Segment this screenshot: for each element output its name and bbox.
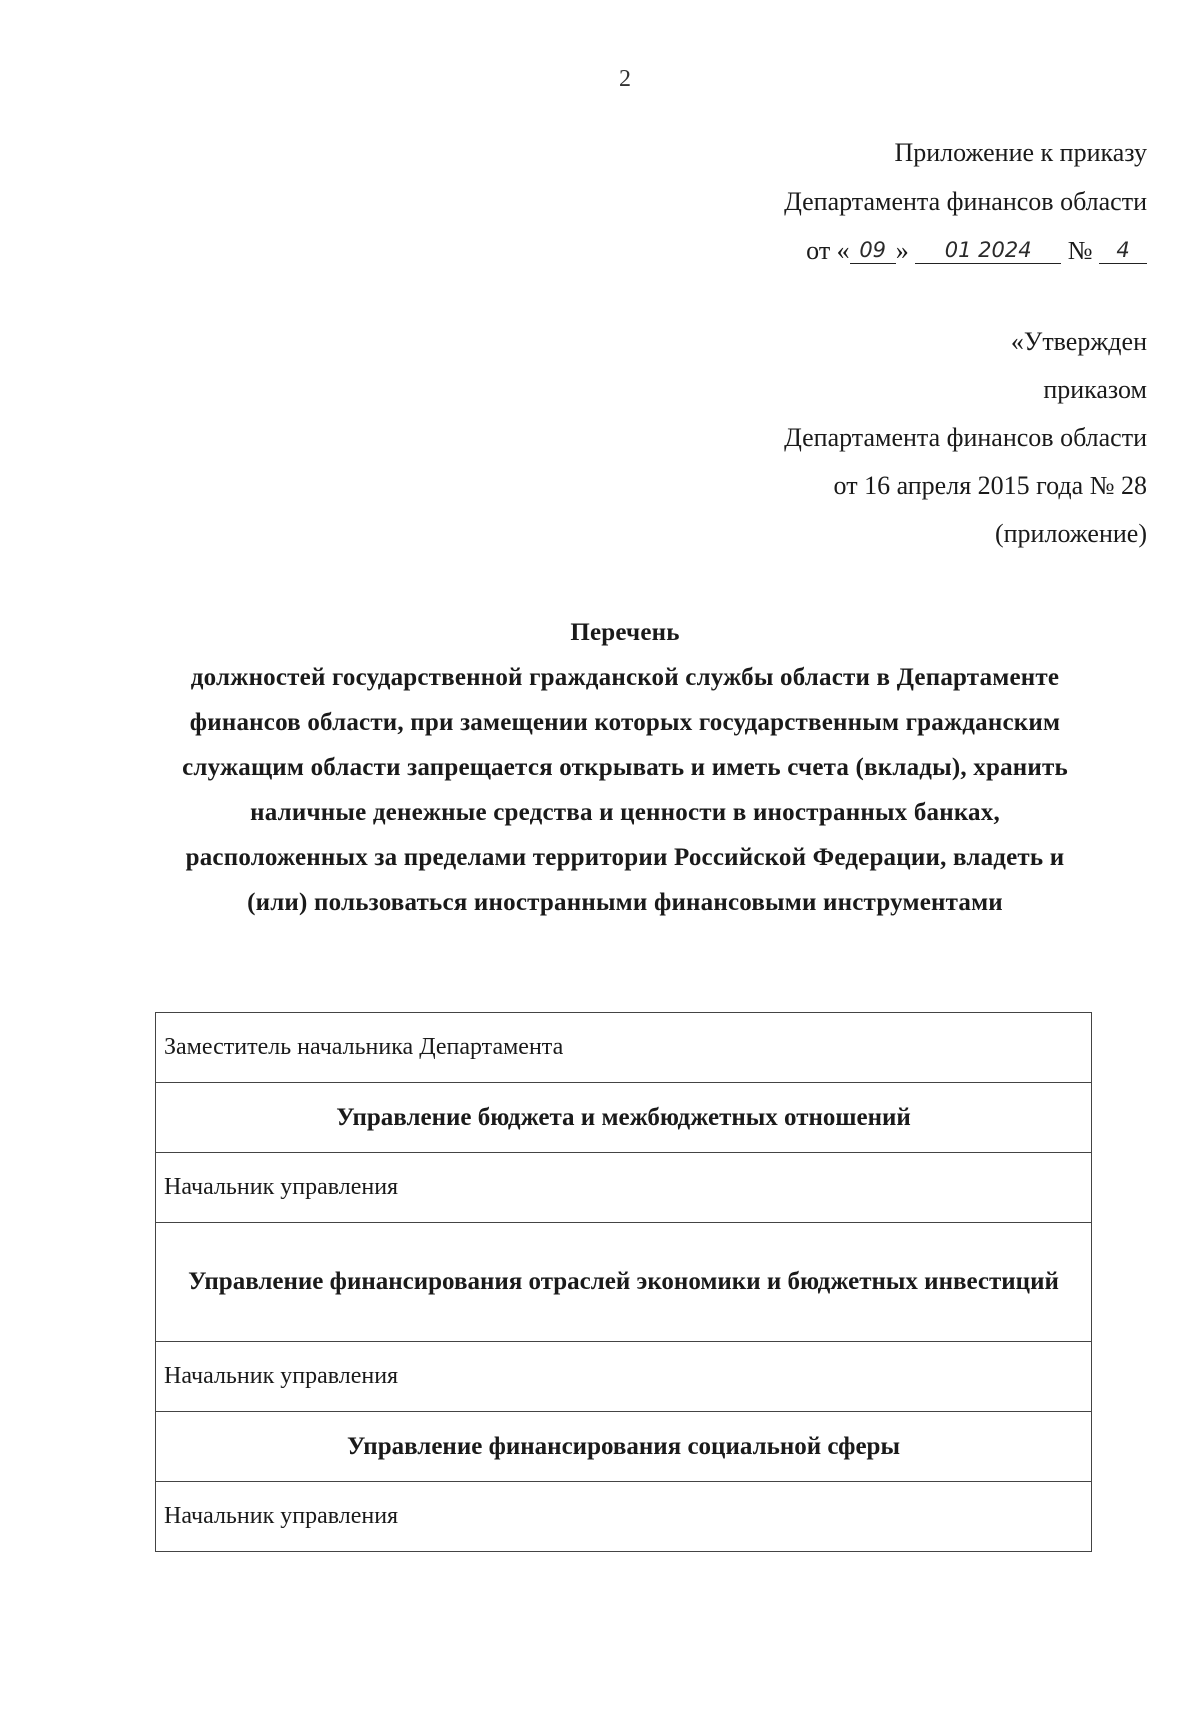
annex-month-year-field: 01 2024: [915, 237, 1061, 264]
table-row: [156, 1482, 1092, 1552]
position-cell: Заместитель начальника Департамента: [156, 1013, 1092, 1083]
position-cell: Начальник управления: [156, 1342, 1092, 1412]
annex-date-prefix: от «: [806, 236, 850, 265]
approval-line-3: Департамента финансов области: [784, 423, 1147, 452]
annex-line-1: Приложение к приказу: [894, 138, 1147, 167]
division-cell: Управление бюджета и межбюджетных отношений: [156, 1083, 1092, 1153]
title-main: Перечень: [570, 619, 680, 646]
approval-block: [784, 318, 1147, 558]
position-cell: Начальник управления: [156, 1153, 1092, 1223]
table-row: [156, 1013, 1092, 1083]
approval-line-5: (приложение): [994, 519, 1147, 548]
annex-day-suffix: »: [895, 236, 909, 265]
annex-number-prefix: №: [1067, 236, 1093, 265]
annex-block: [784, 128, 1147, 275]
title-sub-line: должностей государственной гражданской службы области в Департаменте: [190, 664, 1060, 691]
title-sub-line: расположенных за пределами территории Российской Федерации, владеть и: [185, 844, 1065, 871]
division-cell: Управление финансирования отраслей экономики и бюджетных инвестиций: [156, 1223, 1092, 1342]
title-sub-line: наличные денежные средства и ценности в иностранных банках,: [250, 799, 1000, 826]
approval-line-2: приказом: [1043, 375, 1147, 404]
positions-table: [155, 1012, 1092, 1552]
title-sub-line: служащим области запрещается открывать и иметь счета (вклады), хранить: [182, 754, 1068, 781]
approval-line-1: «Утвержден: [1010, 327, 1147, 356]
annex-date-line: [784, 226, 1147, 275]
annex-day-field: 09: [850, 237, 896, 264]
approval-line-4: от 16 апреля 2015 года № 28: [833, 471, 1147, 500]
title-sub-line: (или) пользоваться иностранными финансовыми инструментами: [247, 889, 1003, 916]
table-row: [156, 1412, 1092, 1482]
page-number: 2: [619, 66, 631, 92]
position-cell: Начальник управления: [156, 1482, 1092, 1552]
table-row: [156, 1083, 1092, 1153]
table-row: [156, 1153, 1092, 1223]
table-row: [156, 1223, 1092, 1342]
title-sub-line: финансов области, при замещении которых государственным гражданским: [189, 709, 1061, 736]
table-row: [156, 1342, 1092, 1412]
annex-number-field: 4: [1099, 237, 1147, 264]
annex-line-2: Департамента финансов области: [784, 187, 1147, 216]
document-title: [110, 610, 1140, 925]
division-cell: Управление финансирования социальной сферы: [156, 1412, 1092, 1482]
